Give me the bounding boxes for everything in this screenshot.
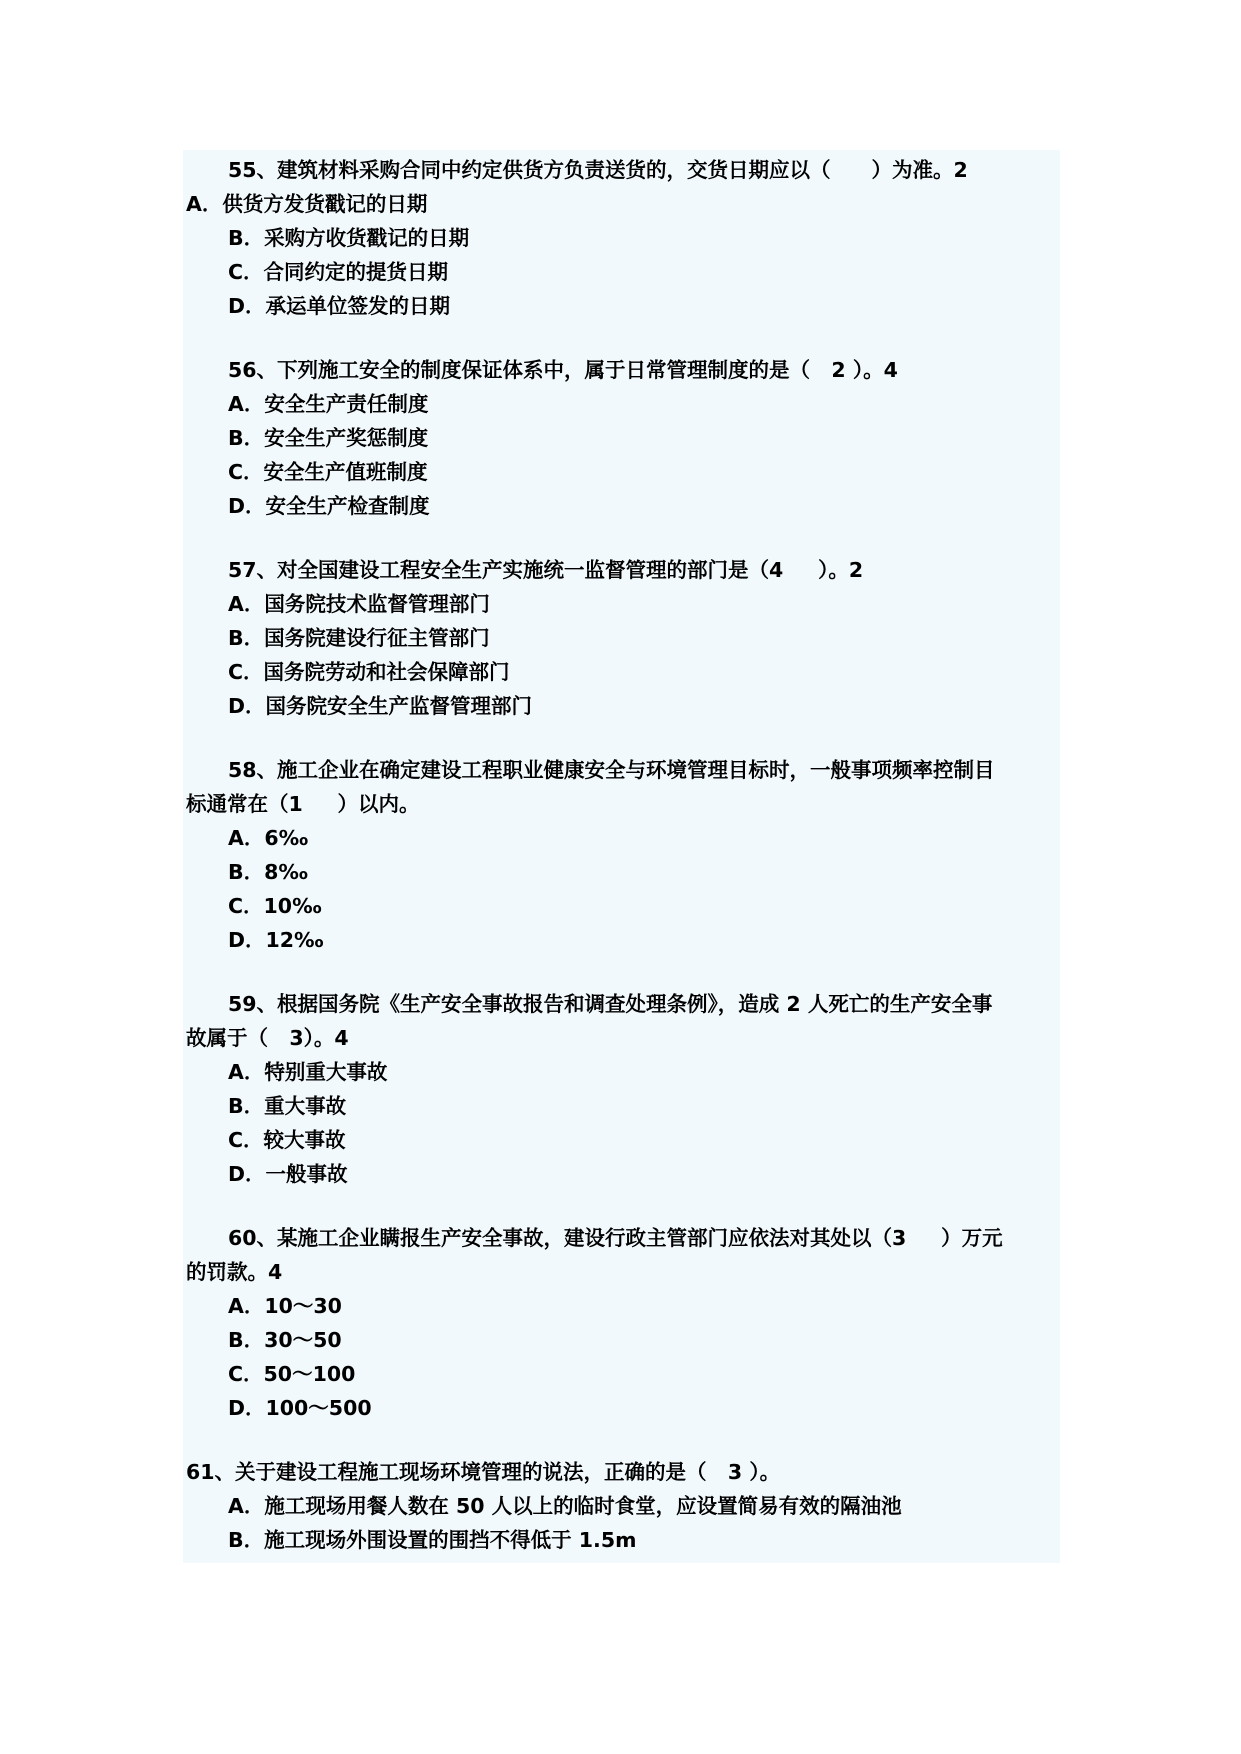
- question-59-stem-cont: 故属于（ 3）。4: [186, 1026, 349, 1050]
- question-57-option-b: B．国务院建设行征主管部门: [228, 626, 490, 650]
- question-58-option-b: B．8‰: [228, 860, 308, 884]
- question-57-option-d: D．国务院安全生产监督管理部门: [228, 694, 533, 718]
- question-59-stem: 59、根据国务院《生产安全事故报告和调查处理条例》，造成 2 人死亡的生产安全事: [228, 992, 993, 1016]
- question-57-stem: 57、对全国建设工程安全生产实施统一监督管理的部门是（4 ）。2: [228, 558, 864, 582]
- question-56-option-b: B．安全生产奖惩制度: [228, 426, 429, 450]
- question-60-option-d: D．100～500: [228, 1396, 372, 1420]
- question-56-option-a: A．安全生产责任制度: [228, 392, 429, 416]
- question-55-option-d: D．承运单位签发的日期: [228, 294, 451, 318]
- question-61-stem: 61、关于建设工程施工现场环境管理的说法，正确的是（ 3 ）。: [186, 1460, 781, 1484]
- question-58-option-d: D．12‰: [228, 928, 324, 952]
- question-59-option-b: B．重大事故: [228, 1094, 347, 1118]
- question-55-option-c: C．合同约定的提货日期: [228, 260, 449, 284]
- question-58-stem-cont: 标通常在（1 ）以内。: [186, 792, 420, 816]
- question-56-stem: 56、下列施工安全的制度保证体系中，属于日常管理制度的是（ 2 ）。4: [228, 358, 898, 382]
- question-58-stem: 58、施工企业在确定建设工程职业健康安全与环境管理目标时，一般事项频率控制目: [228, 758, 995, 782]
- question-55-option-a: A．供货方发货戳记的日期: [186, 192, 428, 216]
- question-60-option-a: A．10～30: [228, 1294, 342, 1318]
- question-58-option-c: C．10‰: [228, 894, 322, 918]
- question-60-option-b: B．30～50: [228, 1328, 342, 1352]
- question-56-option-c: C．安全生产值班制度: [228, 460, 428, 484]
- question-59-option-c: C．较大事故: [228, 1128, 346, 1152]
- question-55-stem: 55、建筑材料采购合同中约定供货方负责送货的，交货日期应以（ ）为准。2: [228, 158, 968, 182]
- question-60-stem-cont: 的罚款。4: [186, 1260, 283, 1284]
- question-56-option-d: D．安全生产检查制度: [228, 494, 430, 518]
- question-57-option-c: C．国务院劳动和社会保障部门: [228, 660, 510, 684]
- document-page: [183, 150, 1060, 1563]
- question-57-option-a: A．国务院技术监督管理部门: [228, 592, 490, 616]
- question-61-option-b: B．施工现场外围设置的围挡不得低于 1.5m: [228, 1528, 637, 1552]
- question-61-option-a: A．施工现场用餐人数在 50 人以上的临时食堂，应设置简易有效的隔油池: [228, 1494, 902, 1518]
- question-55-option-b: B．采购方收货戳记的日期: [228, 226, 470, 250]
- question-59-option-a: A．特别重大事故: [228, 1060, 388, 1084]
- question-60-stem: 60、某施工企业瞒报生产安全事故，建设行政主管部门应依法对其处以（3 ）万元: [228, 1226, 1003, 1250]
- question-59-option-d: D．一般事故: [228, 1162, 348, 1186]
- question-60-option-c: C．50～100: [228, 1362, 356, 1386]
- question-58-option-a: A．6‰: [228, 826, 309, 850]
